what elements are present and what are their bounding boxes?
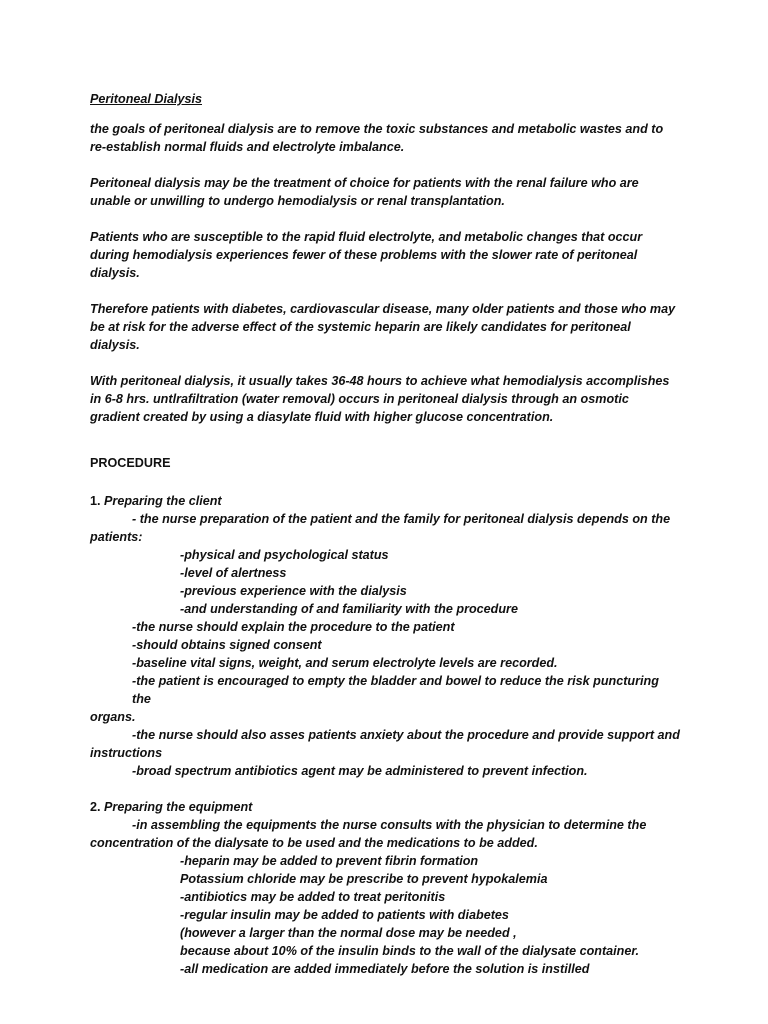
step1-intro-line-cont: patients: (90, 530, 143, 544)
step2-item: -regular insulin may be added to patients with diabetes (180, 908, 509, 922)
step2-heading (90, 798, 680, 816)
step1-bladder-line: -the patient is encouraged to empty the bladder and bowel to reduce the risk puncturing the (132, 674, 659, 706)
step2-title: Preparing the equipment (104, 800, 253, 814)
paragraph-treatment-choice: Peritoneal dialysis may be the treatment of choice for patients with the renal failure who are unable or unwilling to undergo hemodialysis or renal transplantation. (90, 176, 639, 208)
step1-heading (90, 492, 680, 510)
paragraph-susceptible-patients: Patients who are susceptible to the rapid fluid electrolyte, and metabolic changes that occur during hemodialysis experiences fewer of these problems with the slower rate of peritoneal dialysis. (90, 230, 643, 280)
step1-factor: -and understanding of and familiarity with the procedure (180, 602, 518, 616)
step2-item: -all medication are added immediately before the solution is instilled (180, 962, 590, 976)
step1-factor: -previous experience with the dialysis (180, 584, 407, 598)
step2-item: Potassium chloride may be prescribe to prevent hypokalemia (180, 872, 548, 886)
step1-action: -baseline vital signs, weight, and serum electrolyte levels are recorded. (132, 656, 558, 670)
step2-item: because about 10% of the insulin binds to the wall of the dialysate container. (180, 944, 640, 958)
step1-action: -the nurse should explain the procedure to the patient (132, 620, 455, 634)
step1-number: 1. (90, 494, 101, 508)
step1-action: -should obtains signed consent (132, 638, 322, 652)
paragraph-goals: the goals of peritoneal dialysis are to remove the toxic substances and metabolic wastes and to re-establish normal fluids and electrolyte imbalance. (90, 122, 664, 154)
step1-anxiety-line-cont: instructions (90, 746, 163, 760)
procedure-heading: PROCEDURE (90, 456, 171, 470)
step2-number: 2. (90, 800, 101, 814)
document-title: Peritoneal Dialysis (90, 92, 202, 106)
step1-title: Preparing the client (104, 494, 222, 508)
paragraph-candidates: Therefore patients with diabetes, cardiovascular disease, many older patients and those who may be at risk for the adverse effect of the systemic heparin are likely candidates for peritoneal dialysis. (90, 302, 676, 352)
step1-factor: -physical and psychological status (180, 548, 389, 562)
step1-bladder-line-cont: organs. (90, 710, 136, 724)
step2-item: -heparin may be added to prevent fibrin formation (180, 854, 479, 868)
step2-item: -antibiotics may be added to treat peritonitis (180, 890, 446, 904)
paragraph-duration: With peritoneal dialysis, it usually takes 36-48 hours to achieve what hemodialysis accomplishes in 6-8 hrs. untlrafiltration (water removal) occurs in peritoneal dialysis through an osmotic gradient created by using a diasylate fluid with higher glucose concentration. (90, 374, 670, 424)
step2-intro-line-cont: concentration of the dialysate to be used and the medications to be added. (90, 836, 538, 850)
document-page (90, 90, 680, 978)
step1-intro-line: - the nurse preparation of the patient and the family for peritoneal dialysis depends on the (132, 512, 671, 526)
step1-factor: -level of alertness (180, 566, 287, 580)
step1-anxiety-line: -the nurse should also asses patients anxiety about the procedure and provide support and (132, 728, 680, 742)
step1-antibiotics-line: -broad spectrum antibiotics agent may be administered to prevent infection. (132, 764, 588, 778)
step2-item: (however a larger than the normal dose may be needed , (180, 926, 517, 940)
spacer (90, 780, 680, 798)
step2-intro-line: -in assembling the equipments the nurse consults with the physician to determine the (132, 818, 647, 832)
